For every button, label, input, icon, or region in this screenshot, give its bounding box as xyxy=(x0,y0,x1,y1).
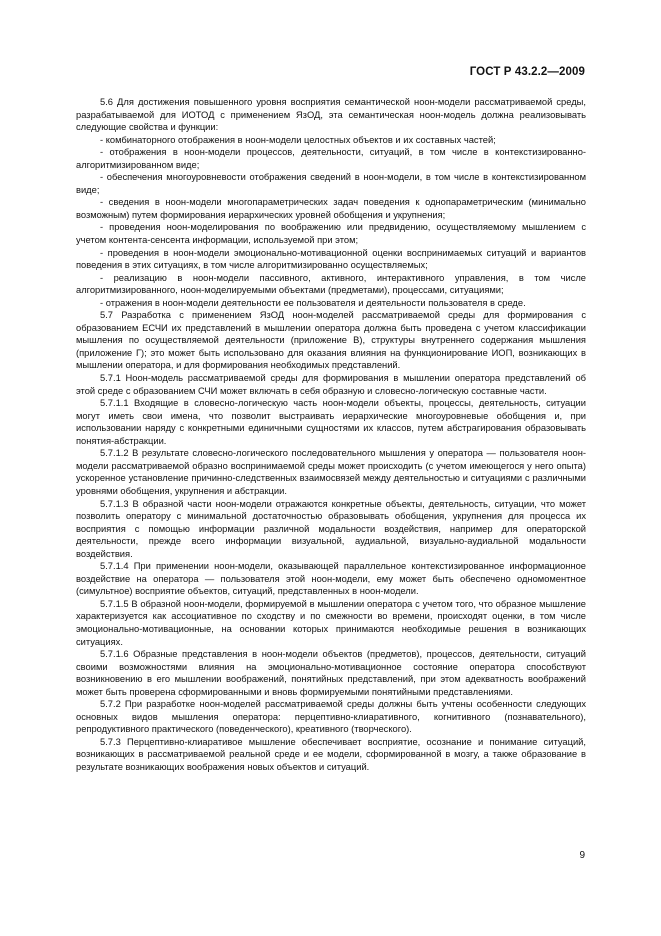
paragraph-5-7-1-6: 5.7.1.6 Образные представления в ноон-модели объектов (предметов), процессов, деятельности, ситуаций своими возможностями влияния на эмоционально-мотивационное состояние оператора способствуют возникновению в его мышлении воображений, понятийных представлений, при этом адекватность воображений может быть проверена сформированными и вновь формируемыми понятийными представлениями. xyxy=(76,649,586,697)
paragraph-5-7-1-5: 5.7.1.5 В образной ноон-модели, формируемой в мышлении оператора с учетом того, что образное мышление характеризуется как ассоциативное по сходству и по смежности во времени, происходят оценки, в том числе эмоционально-мотивационные, на основании которых принимаются необходимые решения в возникающих ситуациях. xyxy=(76,598,586,647)
paragraph-5-7-1-3: 5.7.1.3 В образной части ноон-модели отражаются конкретные объекты, деятельность, ситуации, что может позволить оператору с минимальной достаточностью образовывать обобщения, укрупнения для процесса их восприятия с помощью информации различной модальности воздействия, например для операторской деятельности, прежде всего информации визуальной, аудиальной, визуально-аудиальной модальности воздействия. xyxy=(76,498,586,559)
paragraph-5-7-2: 5.7.2 При разработке ноон-моделей рассматриваемой среды должны быть учтены особенности следующих основных видов мышления оператора: перцептивно-клиаративного, когнитивного (познавательного), репродуктивного практического (поведенческого), креативного (творческого). xyxy=(76,699,586,735)
paragraph-5-7-3: 5.7.3 Перцептивно-клиаративое мышление обеспечивает восприятие, осознание и понимание ситуаций, возникающих в рассматриваемой реальной среде и ее модели, сформированной в мозгу, а также образование в результате возникающих воображения новых объектов и ситуаций. xyxy=(76,736,586,772)
list-item: - отображения в ноон-модели процессов, деятельности, ситуаций, в том числе в контекстизированно-алгоритмизированном виде; xyxy=(76,147,586,170)
paragraph-5-7-1-2: 5.7.1.2 В результате словесно-логического последовательного мышления у оператора — пользователя ноон-модели рассматриваемой образно воспринимаемой среды может происходить (с учетом имеющегося у него опыта) ускоренное установление причинно-следственных взаимосвязей между деятельностью и ситуациями с различными уровнями обобщения, укрупнения и абстракции. xyxy=(76,448,586,496)
list-item: - сведения в ноон-модели многопараметрических задач поведения к однопараметрическим (минимально возможным) путем формирования иерархических уровней обобщения и укрупнения; xyxy=(76,197,586,220)
page-number: 9 xyxy=(579,850,585,861)
list-item: - обеспечения многоуровневости отображения сведений в ноон-модели, в том числе в контекстизированном виде; xyxy=(76,172,586,195)
paragraph-5-7-1-4: 5.7.1.4 При применении ноон-модели, оказывающей параллельное контекстизированное информационное воздействие на оператора — пользователя этой ноон-модели, ему может быть обеспечено одномоментное (симультное) восприятие объектов, ситуаций, представленных в ноон-модели. xyxy=(76,561,586,597)
paragraph-5-6: 5.6 Для достижения повышенного уровня восприятия семантической ноон-модели рассматриваемой среды, разрабатываемой для ИОТОД с применением ЯзОД, эта семантическая ноон-модель должна реализовывать следующие свойства и функции: xyxy=(76,97,586,133)
paragraph-5-7-1: 5.7.1 Ноон-модель рассматриваемой среды для формирования в мышлении оператора представлений об этой среде с образованием СЧИ может включать в себя образную и словесно-логическую составные части. xyxy=(76,373,586,396)
list-item: - отражения в ноон-модели деятельности ее пользователя и деятельности пользователя в среде. xyxy=(100,297,526,308)
list-item: - реализацию в ноон-модели пассивного, активного, интерактивного управления, в том числе алгоритмизированного, ноон-моделируемыми объектами (предметами), процессами, ситуациями; xyxy=(76,272,586,296)
list-item: - комбинаторного отображения в ноон-модели целостных объектов и их составных частей; xyxy=(100,134,496,145)
document-id: ГОСТ Р 43.2.2—2009 xyxy=(469,66,585,78)
paragraph-5-7: 5.7 Разработка с применением ЯзОД ноон-моделей рассматриваемой среды для формирования с образованием ЕСЧИ их представлений в мышлении оператора должна быть проведена с учетом классификации мышления по осуществляемой деятельности (приложение В), структуры внутреннего содержания мышления (приложение Г); это может быть использовано для оказания влияния на функционирование ИОП, возникающих в мышлении оператора, и для формирования необходимых представлений. xyxy=(76,310,586,371)
list-item: - проведения в ноон-модели эмоционально-мотивационной оценки воспринимаемых ситуаций и вариантов поведения в этих ситуациях, в том числе алгоритмизированно осуществляемых; xyxy=(76,247,586,271)
document-body xyxy=(76,96,586,774)
list-item: - проведения ноон-моделирования по воображению или предвидению, осуществляемому мышлением с учетом контента-сенсента информации, используемой при этом; xyxy=(76,222,586,246)
paragraph-5-7-1-1: 5.7.1.1 Входящие в словесно-логическую часть ноон-модели объекты, процессы, деятельность, ситуации могут иметь свои имена, что позволит выстраивать иерархические многоуровневые обобщения и, при использовании наряду с конкретными единичными сущностями их классов, путем абстрагирования образовывать понятия-абстракции. xyxy=(76,398,586,446)
